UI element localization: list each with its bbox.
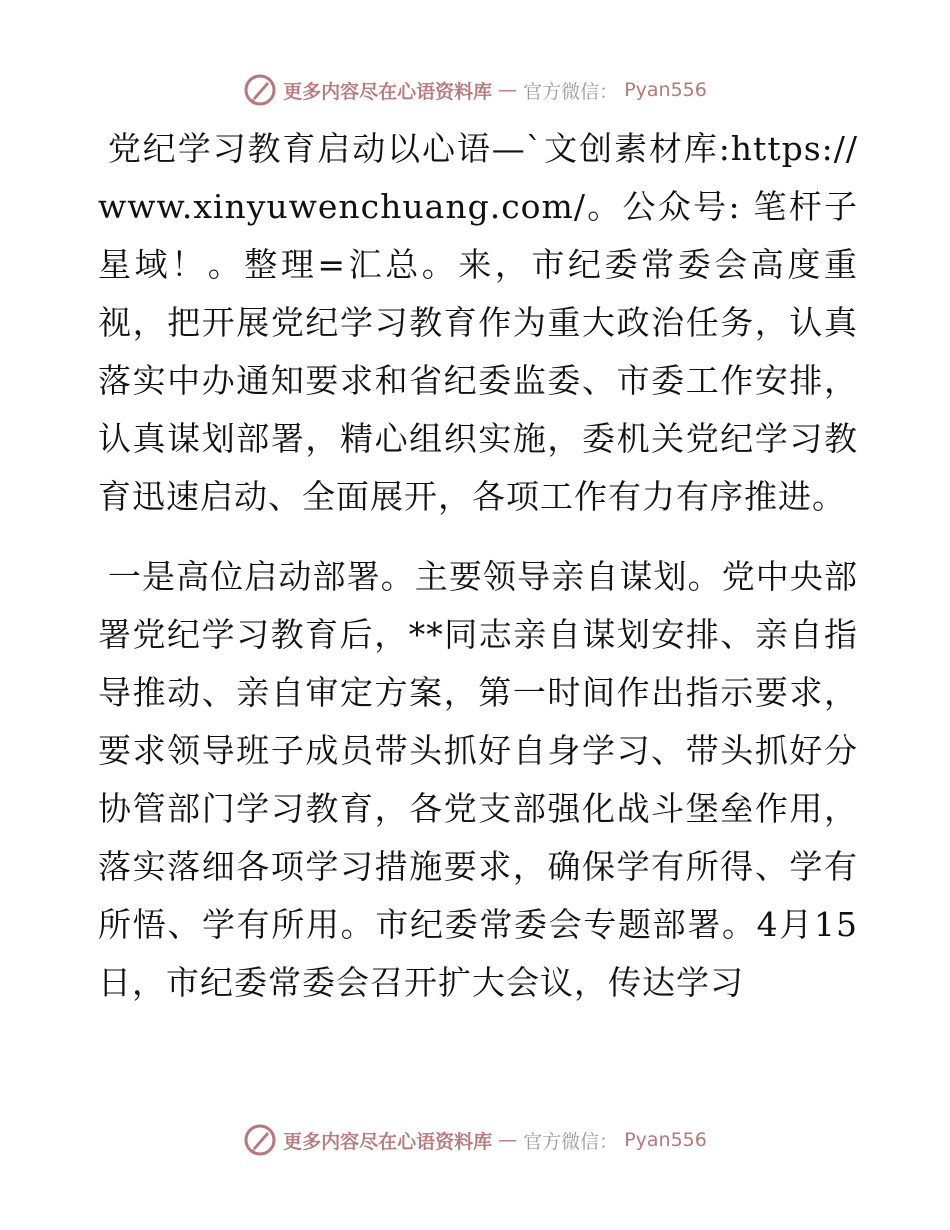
watermark-lead: 更多内容尽在心语资料库 xyxy=(283,1130,493,1153)
watermark-banner-top xyxy=(0,70,950,110)
paragraph-1: 党纪学习教育启动以心语—`文创素材库:https://www.xinyuwenchuang.com/。公众号: 笔杆子星域！。整理=汇总。来，市纪委常委会高度重视，把开展党纪学习教育作为重大政治任务，认真落实中办通知要求和省纪委监委、市委工作安排，认真谋划部署，精心组织实施，委机关党纪学习教育迅速启动、全面展开，各项工作有力有序推进。 xyxy=(98,129,858,516)
document-body xyxy=(98,120,858,1012)
quill-logo-icon xyxy=(243,1123,277,1157)
watermark-dash: — xyxy=(498,1129,518,1151)
paragraph-2: 一是高位启动部署。主要领导亲自谋划。党中央部署党纪学习教育后，**同志亲自谋划安排、亲自指导推动、亲自审定方案，第一时间作出指示要求，要求领导班子成员带头抓好自身学习、带头抓好分协管部门学习教育，各党支部强化战斗堡垒作用，落实落细各项学习措施要求，确保学有所得、学有所悟、学有所用。市纪委常委会专题部署。4月15日，市纪委常委会召开扩大会议，传达学习 xyxy=(98,557,858,1002)
watermark-sub: 官方微信： xyxy=(523,1130,619,1153)
watermark-handle: Pyan556 xyxy=(624,79,707,101)
quill-logo-icon xyxy=(243,73,277,107)
watermark-dash: — xyxy=(498,79,518,101)
watermark-sub: 官方微信： xyxy=(523,80,619,103)
watermark-lead: 更多内容尽在心语资料库 xyxy=(283,80,493,103)
watermark-handle: Pyan556 xyxy=(624,1129,707,1151)
watermark-banner-bottom xyxy=(0,1120,950,1160)
